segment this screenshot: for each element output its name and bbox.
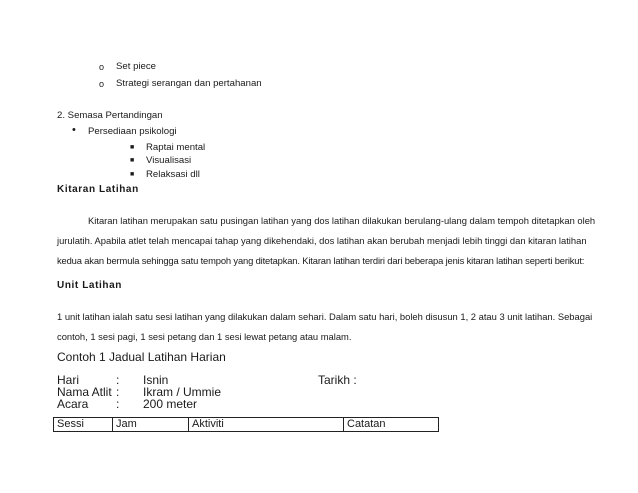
field-label-hari: Hari — [57, 373, 80, 387]
field-separator: : — [116, 373, 120, 387]
bullet-square-marker: ■ — [130, 157, 135, 164]
section-title-semasa-pertandingan: 2. Semasa Pertandingan — [57, 110, 163, 121]
field-label-tarikh: Tarikh : — [318, 373, 357, 387]
bullet-o-marker: o — [99, 62, 105, 72]
table-header-sessi: Sessi — [54, 418, 113, 432]
heading-unit-latihan: Unit Latihan — [57, 280, 122, 291]
list-item-visualisasi: Visualisasi — [146, 155, 192, 166]
table-header-row — [54, 418, 439, 432]
list-item-relaksasi: Relaksasi dll — [146, 169, 200, 180]
table-header-jam: Jam — [113, 418, 189, 432]
field-label-nama-atlit: Nama Atlit — [57, 385, 112, 399]
example-title: Contoh 1 Jadual Latihan Harian — [57, 350, 226, 364]
paragraph-line: kedua akan bermula sehingga satu tempoh yang ditetapkan. Kitaran latihan terdiri dari beberapa jenis kitaran latihan seperti berikut: — [57, 255, 585, 266]
table-header-aktiviti: Aktiviti — [189, 418, 344, 432]
bullet-o-marker: o — [99, 79, 105, 89]
field-separator: : — [116, 397, 120, 411]
schedule-table — [53, 417, 439, 432]
paragraph-line: contoh, 1 sesi pagi, 1 sesi petang dan 1 sesi lewat petang atau malam. — [57, 331, 352, 342]
field-label-acara: Acara — [57, 397, 89, 411]
list-item-persediaan-psikologi: Persediaan psikologi — [88, 126, 177, 137]
list-item-set-piece: Set piece — [116, 61, 157, 72]
paragraph-line: 1 unit latihan ialah satu sesi latihan yang dilakukan dalam sehari. Dalam satu hari, boleh disusun 1, 2 atau 3 unit latihan. Sebagai — [57, 311, 593, 322]
list-item-strategi: Strategi serangan dan pertahanan — [116, 78, 262, 89]
field-value-nama-atlit: Ikram / Ummie — [143, 385, 221, 399]
field-value-acara: 200 meter — [143, 397, 198, 411]
bullet-square-marker: ■ — [130, 171, 135, 178]
paragraph-line: jurulatih. Apabila atlet telah mencapai tahap yang dikehendaki, dos latihan akan berubah menjadi lebih tinggi dan kitaran latihan — [57, 235, 587, 246]
bullet-dot-marker: • — [72, 124, 76, 136]
list-item-raptai-mental: Raptai mental — [146, 142, 206, 153]
field-value-hari: Isnin — [143, 373, 169, 387]
table-header-catatan: Catatan — [344, 418, 439, 432]
field-separator: : — [116, 385, 120, 399]
bullet-square-marker: ■ — [130, 144, 135, 151]
heading-kitaran-latihan: Kitaran Latihan — [57, 184, 139, 195]
paragraph-line: Kitaran latihan merupakan satu pusingan latihan yang dos latihan dilakukan berulang-ulang dalam tempoh ditetapkan oleh — [88, 215, 596, 226]
